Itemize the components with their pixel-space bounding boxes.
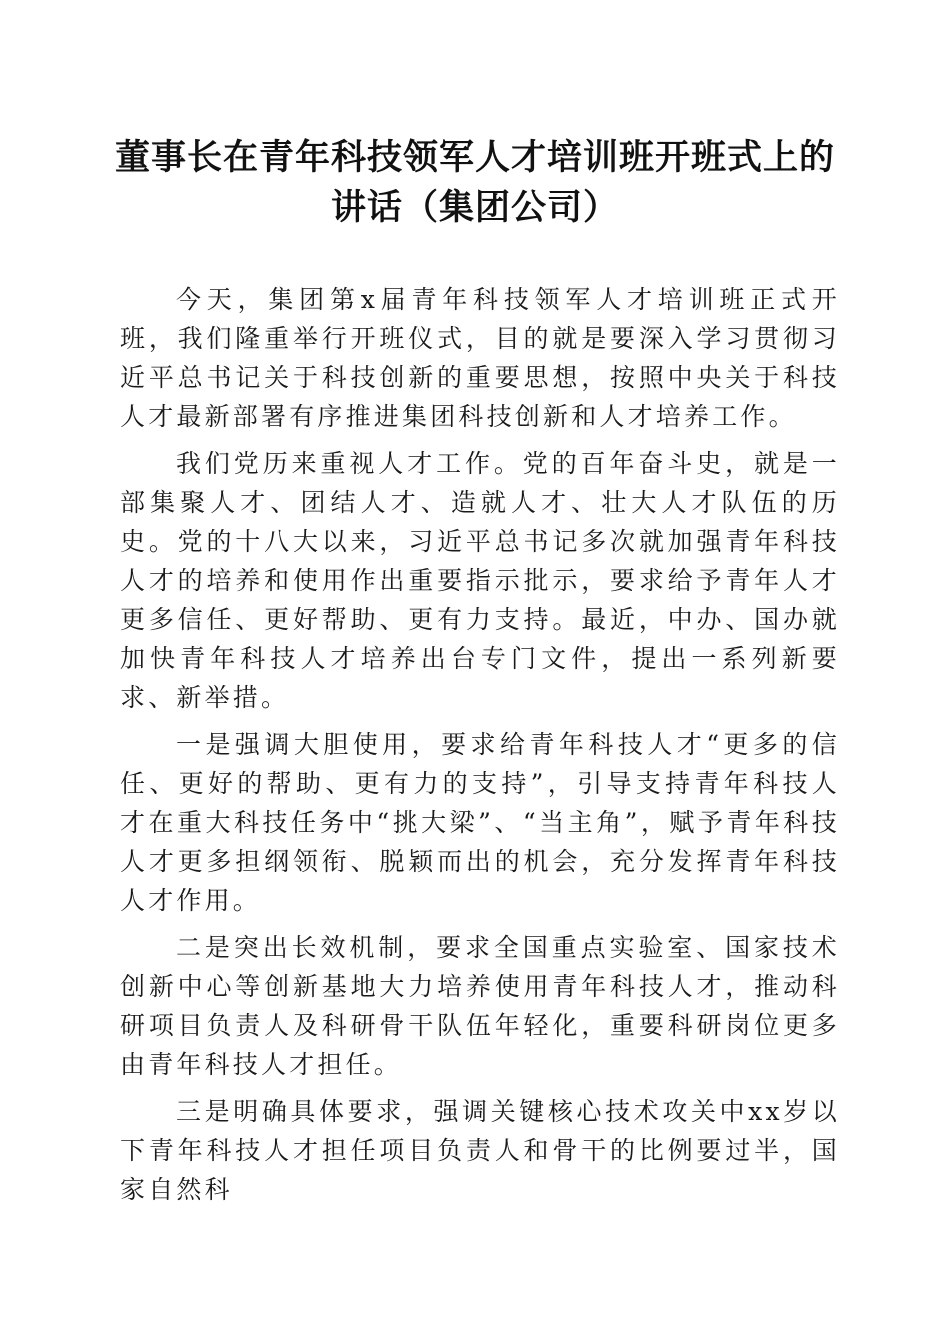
paragraph-party-history: 我们党历来重视人才工作。党的百年奋斗史，就是一部集聚人才、团结人才、造就人才、壮大人才队伍的历史。党的十八大以来，习近平总书记多次就加强青年科技人才的培养和使用作出重要指示批示，要求给予青年人才更多信任、更好帮助、更有力支持。最近，中办、国办就加快青年科技人才培养出台专门文件，提出一系列新要求、新举措。: [120, 449, 840, 712]
paragraph-point-two: 二是突出长效机制，要求全国重点实验室、国家技术创新中心等创新基地大力培养使用青年科技人才，推动科研项目负责人及科研骨干队伍年轻化，重要科研岗位更多由青年科技人才担任。: [120, 933, 840, 1079]
paragraph-opening: 今天，集团第x届青年科技领军人才培训班正式开班，我们隆重举行开班仪式，目的就是要深入学习贯彻习近平总书记关于科技创新的重要思想，按照中央关于科技人才最新部署有序推进集团科技创新和人才培养工作。: [120, 285, 840, 431]
title-line-1: 董事长在青年科技领军人才培训班开班式上的: [114, 138, 835, 178]
document-title: [100, 133, 850, 233]
paragraph-point-three: 三是明确具体要求，强调关键核心技术攻关中xx岁以下青年科技人才担任项目负责人和骨干的比例要过半，国家自然科: [120, 1097, 840, 1204]
paragraph-point-one: 一是强调大胆使用，要求给青年科技人才“更多的信任、更好的帮助、更有力的支持”，引导支持青年科技人才在重大科技任务中“挑大梁”、“当主角”，赋予青年科技人才更多担纲领衔、脱颖而出的机会，充分发挥青年科技人才作用。: [120, 730, 840, 915]
document-body: [120, 280, 840, 1209]
title-line-2: 讲话（集团公司）: [330, 188, 619, 228]
